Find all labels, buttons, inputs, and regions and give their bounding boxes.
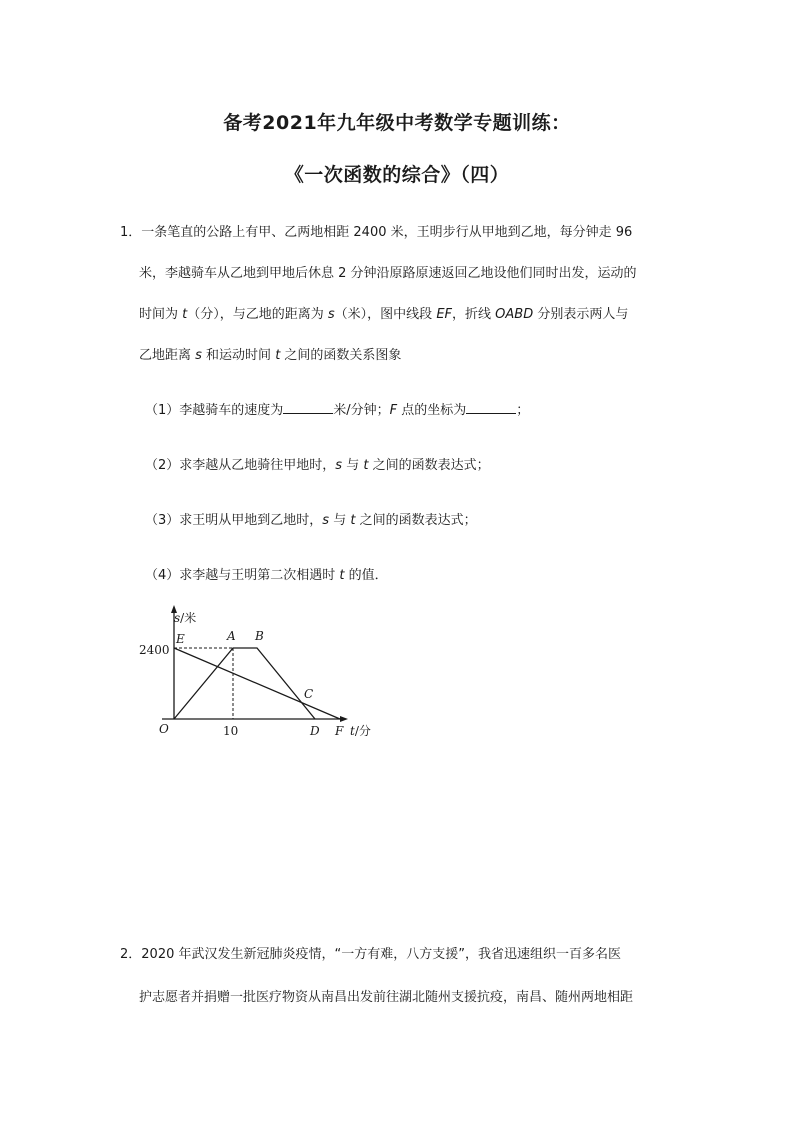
text-span: （4）求李越与王明第二次相遇时 bbox=[145, 568, 340, 583]
question-1-number: 1． bbox=[120, 225, 142, 240]
text-span: 分别表示两人与 bbox=[533, 307, 629, 322]
label-y-tick: 2400 bbox=[139, 643, 170, 657]
answer-blank-speed[interactable] bbox=[283, 401, 333, 414]
var-t: t bbox=[339, 568, 345, 583]
text-span: 和运动时间 bbox=[201, 348, 276, 363]
question-1-text-line1: 一条笔直的公路上有甲、乙两地相距 2400 米，王明步行从甲地到乙地，每分钟走 96 bbox=[141, 225, 633, 240]
sub-question-1 bbox=[145, 399, 529, 418]
text-span: 的值． bbox=[344, 568, 388, 583]
var-ef: EF bbox=[436, 307, 453, 322]
sub-question-2 bbox=[145, 454, 490, 473]
function-graph bbox=[130, 602, 390, 742]
text-span: 乙地距离 bbox=[139, 348, 196, 363]
label-point-b: B bbox=[255, 629, 264, 643]
text-span: （2）求李越从乙地骑往甲地时， bbox=[145, 458, 336, 473]
var-t: t bbox=[350, 513, 356, 528]
var-t: t bbox=[363, 458, 369, 473]
var-f: F bbox=[389, 403, 398, 418]
sub-question-3 bbox=[145, 509, 477, 528]
label-x-axis bbox=[350, 723, 371, 738]
var-s: s bbox=[335, 458, 343, 473]
label-point-a: A bbox=[227, 629, 236, 643]
polyline-oabd bbox=[174, 648, 315, 719]
question-2-first-line bbox=[120, 943, 621, 962]
answer-blank-f-coordinate[interactable] bbox=[466, 401, 516, 414]
text-span: ； bbox=[516, 403, 530, 418]
label-point-f: F bbox=[335, 724, 344, 738]
question-2-text-line2: 护志愿者并捐赠一批医疗物资从南昌出发前往湖北随州支援抗疫，南昌、随州两地相距 bbox=[139, 990, 634, 1005]
question-2-number: 2． bbox=[120, 947, 142, 962]
label-y-axis-s: s bbox=[174, 611, 181, 625]
text-span: 之间的函数表达式； bbox=[368, 458, 490, 473]
text-span: （3）求王明从甲地到乙地时， bbox=[145, 513, 323, 528]
label-point-c: C bbox=[304, 687, 314, 701]
label-x-axis-unit: /分 bbox=[354, 724, 371, 738]
label-y-axis bbox=[174, 610, 196, 625]
text-span: 之间的函数关系图象 bbox=[280, 348, 402, 363]
label-point-e: E bbox=[176, 632, 185, 646]
text-span: ，折线 bbox=[452, 307, 496, 322]
label-y-axis-unit: /米 bbox=[180, 611, 197, 625]
text-span: 米/分钟； bbox=[333, 403, 390, 418]
text-span: 时间为 bbox=[139, 307, 183, 322]
text-span: （米），图中线段 bbox=[334, 307, 437, 322]
segment-ef bbox=[174, 648, 340, 719]
text-span: （分），与乙地的距离为 bbox=[187, 307, 328, 322]
label-x-tick: 10 bbox=[223, 724, 239, 738]
var-t: t bbox=[182, 307, 188, 322]
sub-question-4 bbox=[145, 564, 388, 583]
label-point-d: D bbox=[310, 724, 320, 738]
question-2-text-line1: 2020 年武汉发生新冠肺炎疫情，“一方有难，八方支援”，我省迅速组织一百多名医 bbox=[141, 947, 621, 962]
text-span: （1）李越骑车的速度为 bbox=[145, 403, 284, 418]
text-span: 与 bbox=[342, 458, 364, 473]
var-t: t bbox=[275, 348, 281, 363]
text-span: 之间的函数表达式； bbox=[355, 513, 477, 528]
question-1-first-line bbox=[120, 221, 632, 240]
doc-title-line2: 《一次函数的综合》（四） bbox=[284, 164, 510, 186]
text-span: 与 bbox=[329, 513, 351, 528]
label-origin: O bbox=[159, 722, 169, 736]
question-1-text-line3 bbox=[139, 303, 628, 322]
doc-title-line1: 备考2021年九年级中考数学专题训练： bbox=[223, 112, 571, 134]
label-x-axis-t: t bbox=[350, 724, 355, 738]
var-s: s bbox=[327, 307, 335, 322]
var-s: s bbox=[322, 513, 330, 528]
question-1-text-line4 bbox=[139, 344, 401, 363]
var-s: s bbox=[195, 348, 202, 363]
question-1-text-line2: 米，李越骑车从乙地到甲地后休息 2 分钟沿原路原速返回乙地设他们同时出发，运动的 bbox=[139, 266, 637, 281]
x-axis-arrow bbox=[340, 716, 348, 722]
text-span: 点的坐标为 bbox=[397, 403, 467, 418]
var-oabd: OABD bbox=[495, 307, 534, 322]
